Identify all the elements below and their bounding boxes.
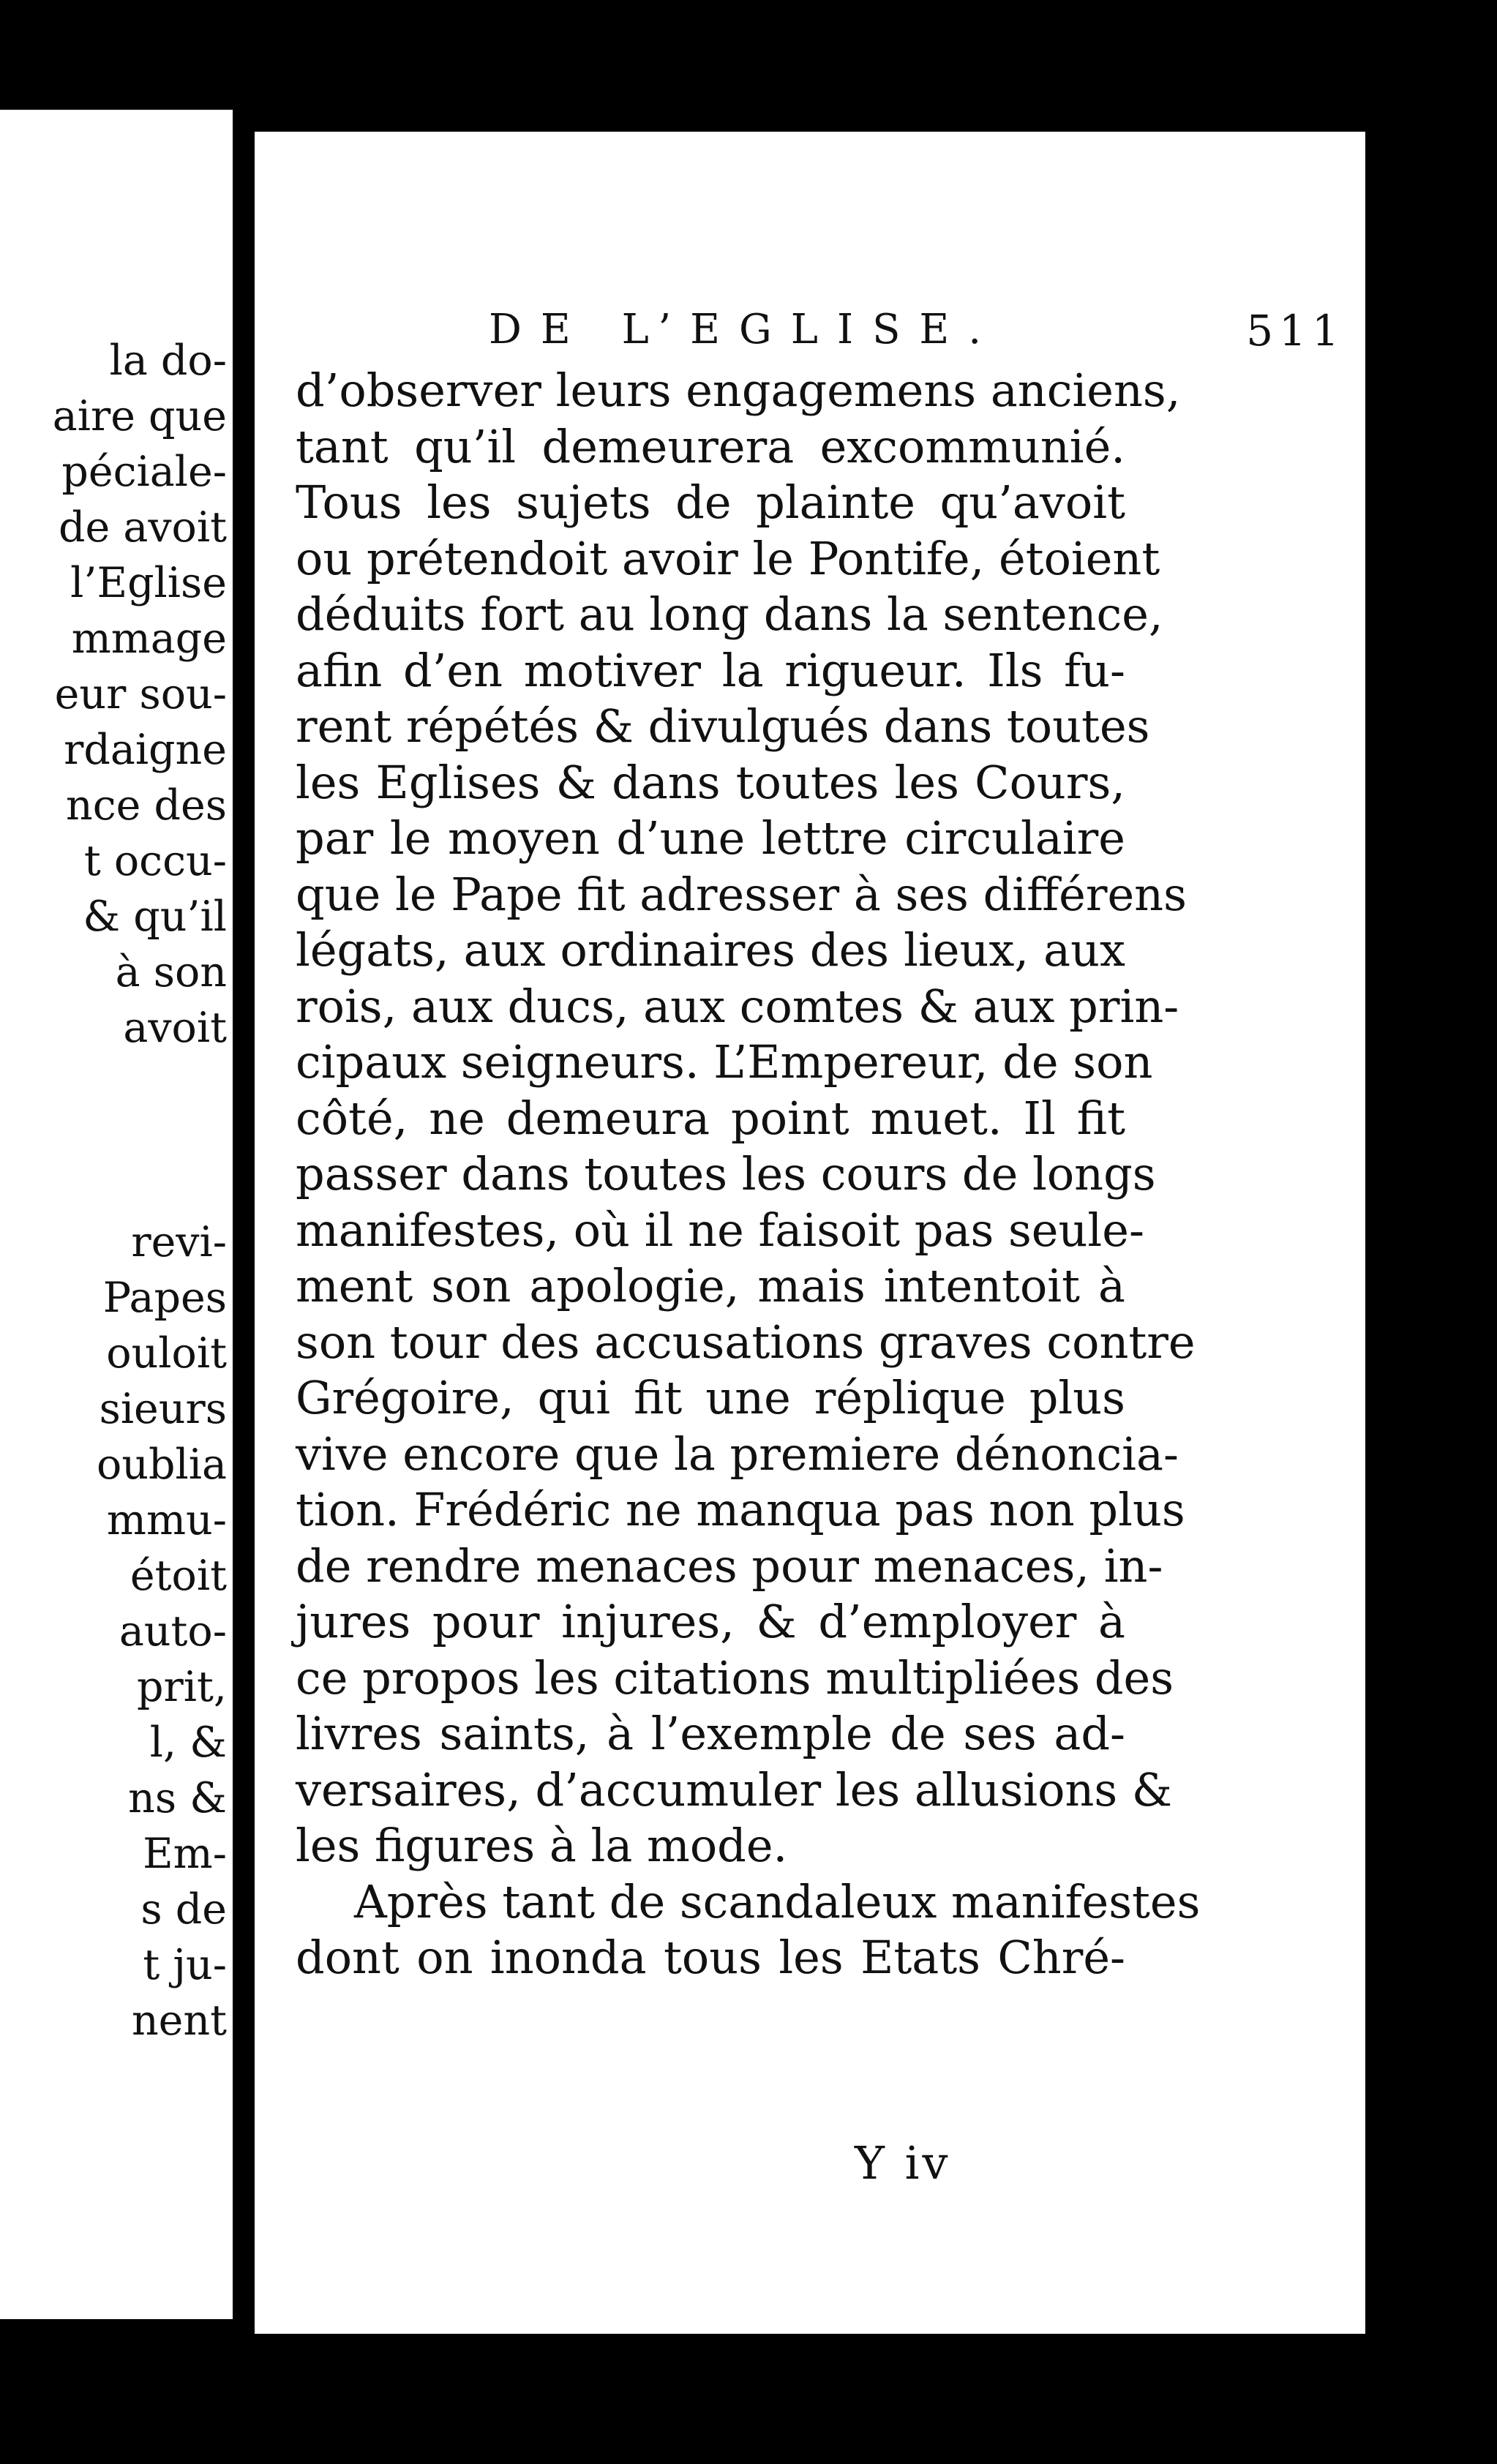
page-body [296, 363, 1201, 1986]
facing-line: Papes [102, 1274, 227, 1322]
text-line: livres saints, à l’exemple de ses ad- [296, 1707, 1125, 1760]
facing-line: s de [140, 1885, 227, 1934]
text-line: dont on inonda tous les Etats Chré- [296, 1931, 1125, 1984]
text-line: les figures à la mode. [296, 1819, 788, 1872]
text-line: Tous les sujets de plainte qu’avoit [296, 476, 1125, 529]
running-head [489, 306, 1345, 372]
facing-line: revi- [131, 1218, 227, 1266]
text-line: rois, aux ducs, aux comtes & aux prin- [296, 979, 1179, 1033]
facing-line: t occu- [83, 837, 227, 885]
text-line: ce propos les citations multipliées des [296, 1650, 1174, 1705]
text-line: légats, aux ordinaires des lieux, aux [296, 923, 1125, 977]
text-line: tant qu’il demeurera excommunié. [296, 419, 1125, 473]
text-line: passer dans toutes les cours de longs [296, 1147, 1156, 1201]
facing-line: de avoit [59, 503, 227, 552]
facing-line: avoit [123, 1004, 227, 1052]
text-line: par le moyen d’une lettre circulaire [296, 811, 1125, 865]
text-line: son tour des accusations graves contre [296, 1315, 1196, 1369]
page-number: 511 [1246, 306, 1345, 356]
facing-line: l’Eglise [70, 559, 227, 607]
text-line: manifestes, où il ne faisoit pas seule- [296, 1203, 1144, 1257]
facing-line: ns & [128, 1774, 227, 1822]
text-line: vive encore que la premiere dénoncia- [296, 1427, 1179, 1481]
text-line: que le Pape fit adresser à ses différens [296, 867, 1187, 921]
facing-line: péciale- [61, 448, 227, 496]
facing-line: étoit [130, 1552, 227, 1600]
facing-line: rdaigne [64, 726, 227, 774]
facing-line: nce des [66, 781, 227, 830]
text-line: versaires, d’accumuler les allusions & [296, 1762, 1173, 1817]
book-page [255, 132, 1365, 2334]
facing-line: mmage [71, 615, 227, 663]
text-line: côté, ne demeura point muet. Il fit [296, 1091, 1125, 1145]
text-line: afin d’en motiver la rigueur. Ils fu- [296, 643, 1125, 697]
text-line: Grégoire, qui fit une réplique plus [296, 1371, 1125, 1424]
text-line: d’observer leurs engagemens anciens, [296, 364, 1181, 417]
signature-mark: Y iv [855, 2136, 951, 2190]
running-title: DE L’EGLISE. [489, 306, 1001, 353]
text-line: cipaux seigneurs. L’Empereur, de son [296, 1035, 1153, 1089]
facing-page-text-block-a [53, 333, 227, 1056]
facing-line: à son [115, 948, 227, 996]
facing-line: nent [131, 1997, 227, 2045]
facing-line: oublia [97, 1441, 227, 1489]
facing-line: prit, [137, 1663, 227, 1711]
book-gutter [233, 110, 255, 2451]
facing-line: aire que [52, 392, 227, 440]
text-line: ou prétendoit avoir le Pontife, étoient [296, 531, 1160, 585]
text-line: les Eglises & dans toutes les Cours, [296, 755, 1125, 809]
facing-line: ouloit [106, 1329, 227, 1378]
text-line: déduits fort au long dans la sentence, [296, 587, 1163, 641]
facing-page-text-block-b [97, 1214, 227, 2048]
text-line: Après tant de scandaleux manifestes [354, 1874, 1201, 1928]
facing-line: sieurs [99, 1385, 227, 1433]
facing-line: l, & [149, 1719, 227, 1767]
facing-line: mmu- [106, 1496, 227, 1544]
facing-line: Em- [143, 1830, 227, 1878]
facing-line: eur sou- [54, 670, 227, 718]
facing-line: auto- [119, 1607, 227, 1656]
text-line: de rendre menaces pour menaces, in- [296, 1539, 1163, 1593]
text-line: tion. Frédéric ne manqua pas non plus [296, 1483, 1185, 1536]
facing-line: t ju- [143, 1941, 227, 1989]
text-line: rent répétés & divulgués dans toutes [296, 699, 1150, 753]
text-line: jures pour injures, & d’employer à [296, 1595, 1125, 1648]
text-line: ment son apologie, mais intentoit à [296, 1259, 1125, 1312]
facing-line: & qu’il [83, 893, 227, 941]
facing-page-fragment [0, 110, 233, 2319]
facing-line: la do- [109, 337, 227, 385]
